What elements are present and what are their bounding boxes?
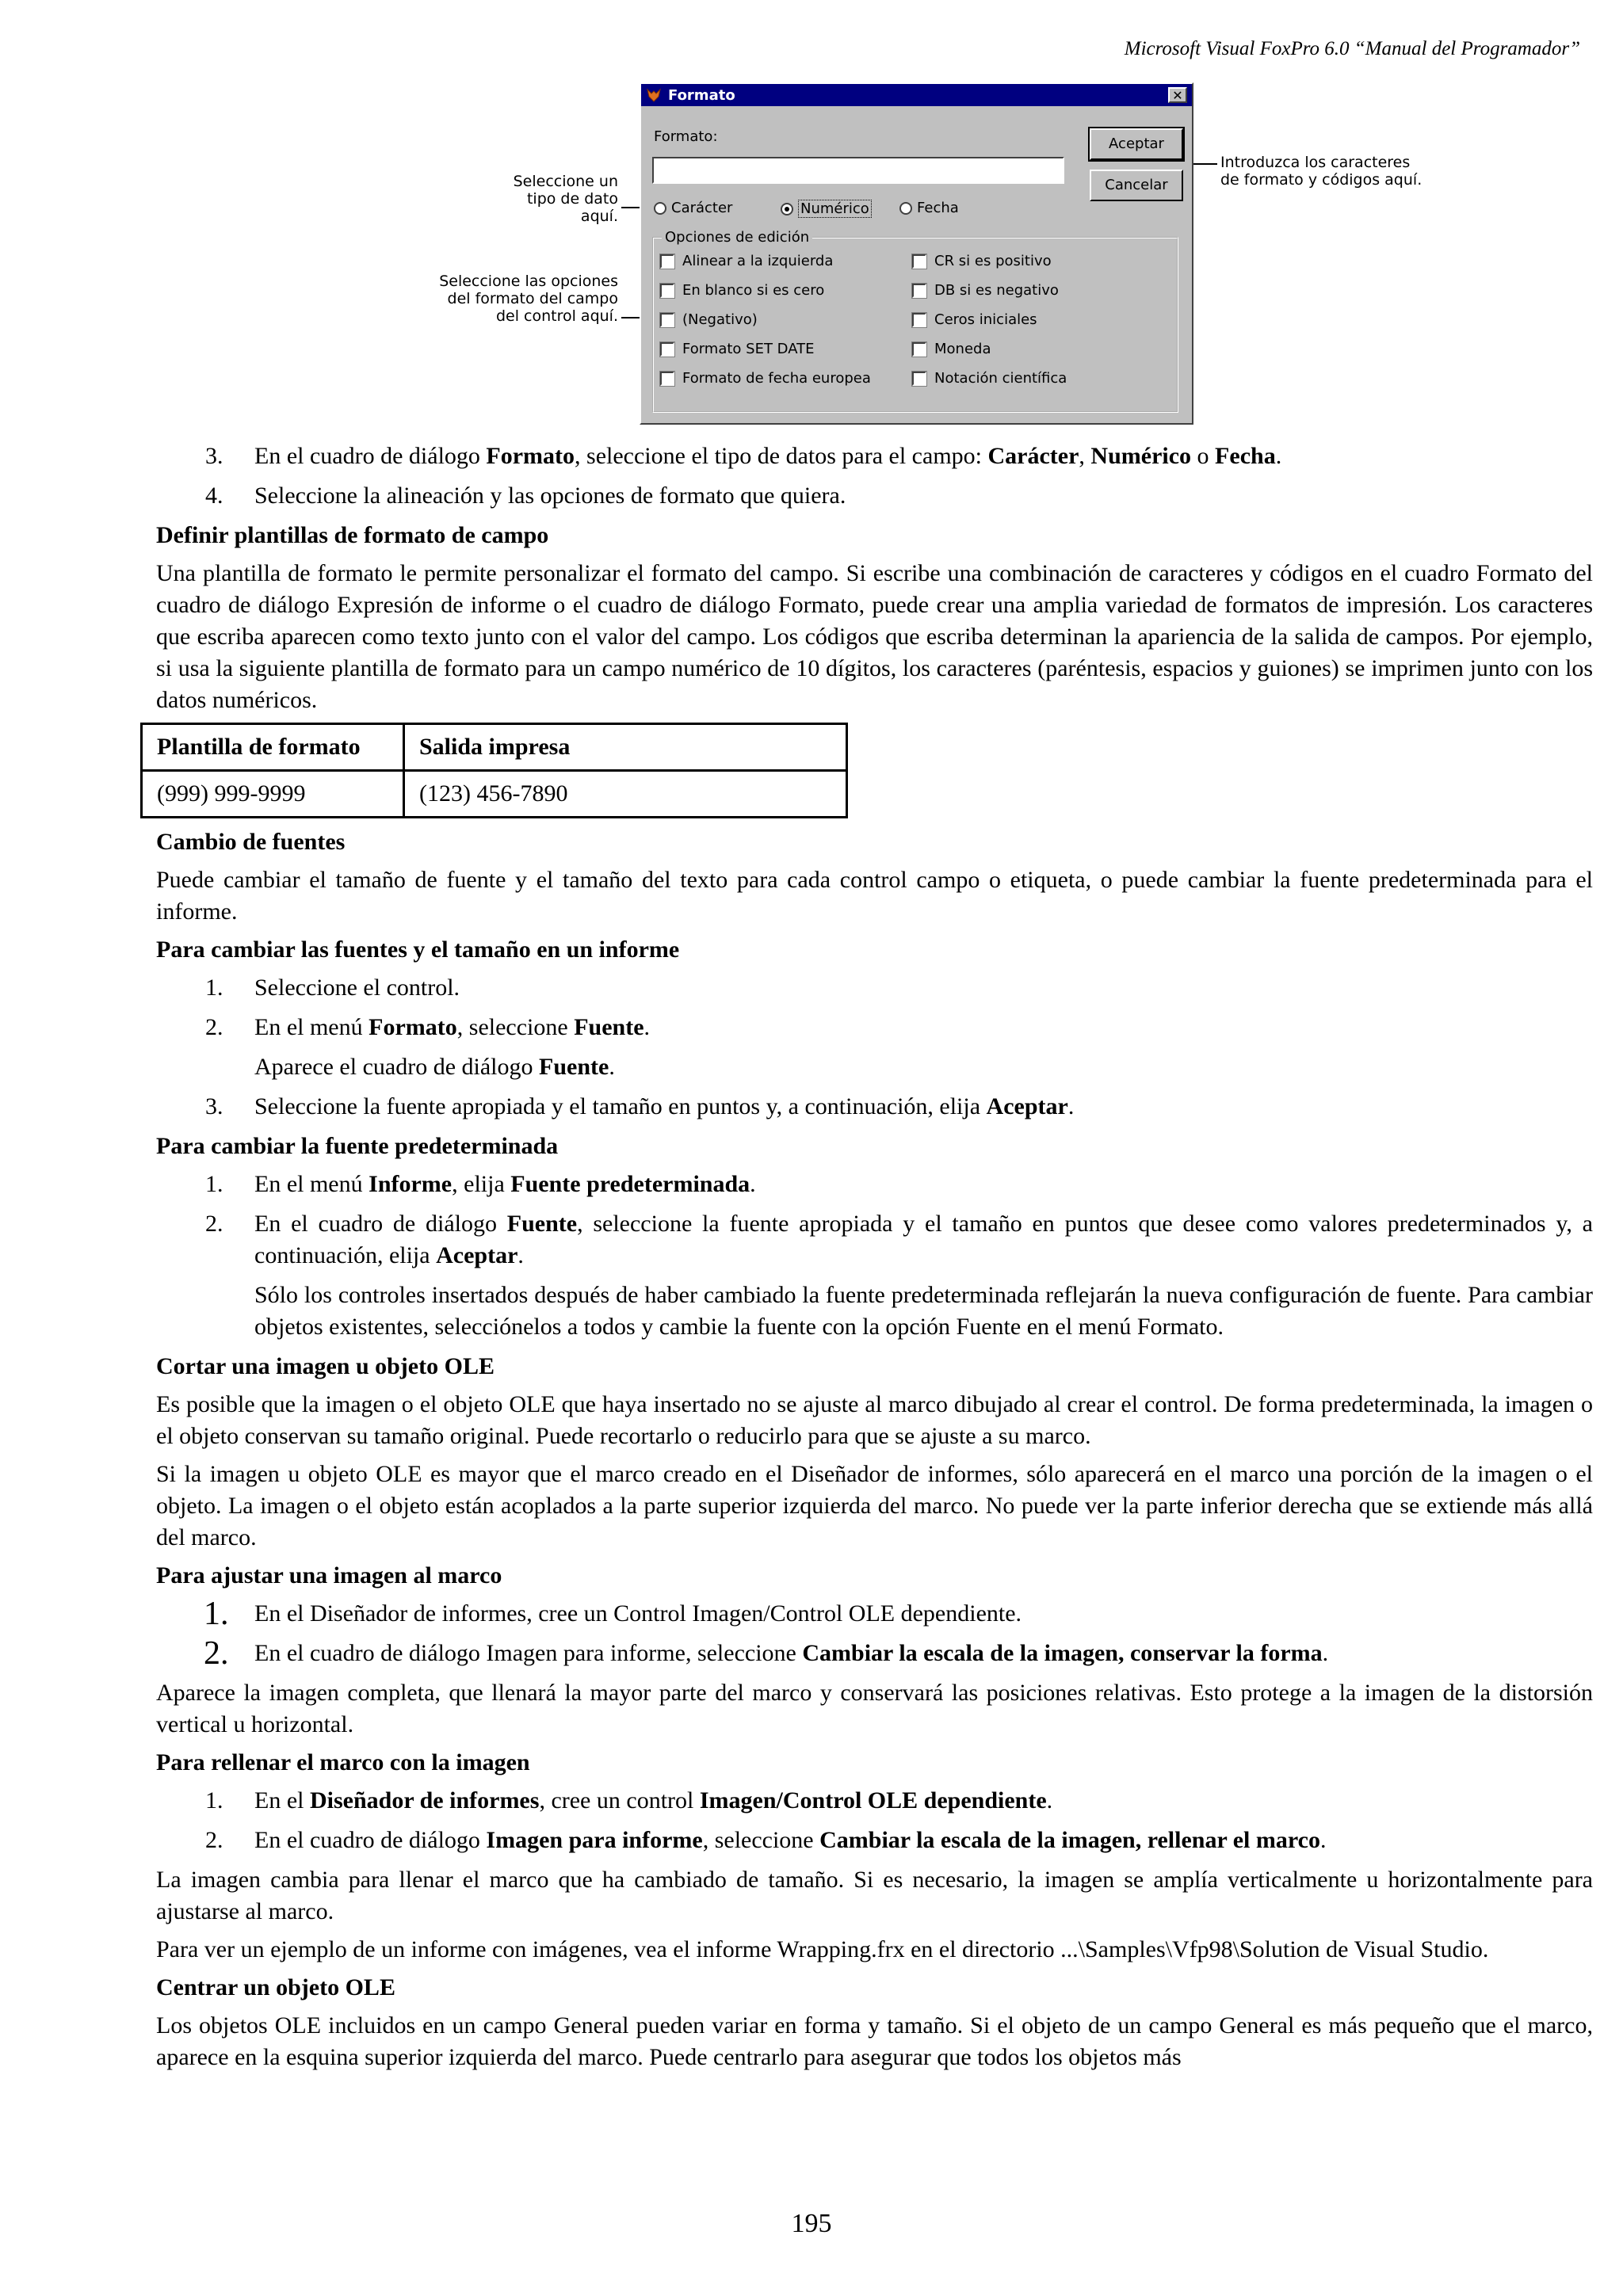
radio-indicator [899,202,912,215]
check-blank-if-zero[interactable]: En blanco si es cero [660,282,824,299]
foxpro-icon [646,87,662,103]
subsection-heading: Para cambiar la fuente predeterminada [156,1133,559,1159]
list-item: 2. En el cuadro de diálogo Imagen para informe, seleccione Cambiar la escala de la imagen, conservar la forma. [204,1635,1329,1672]
format-dialog-figure [0,0,1623,432]
callout-type: Seleccione un tipo de dato aquí. [513,173,618,225]
format-label: Formato: [654,128,718,145]
list-item: 1. Seleccione el control. [205,974,460,1001]
cancel-button[interactable]: Cancelar [1090,170,1183,201]
paragraph: Una plantilla de formato le permite personalizar el formato del campo. Si escribe una combinación de caracteres y códigos en el cuadro Formato del cuadro de diálogo Expresión de informe o el cuadro de diálogo Formato, puede crear una amplia variedad de formatos de impresión. Los caracteres que escriba aparecen como texto junto con el valor del campo. Los códigos que escriba determinan la apariencia de la salida de campos. Por ejemplo, si usa la siguiente plantilla de formato para un campo numérico de 10 dígitos, los caracteres (paréntesis, espacios y guiones) se imprimen junto con los datos numéricos. [156,560,1593,713]
close-button[interactable]: ✕ [1168,87,1187,103]
edit-options-group [652,229,1178,413]
list-item: 3. Seleccione la fuente apropiada y el tamaño en puntos y, a continuación, elija Aceptar. [205,1093,1075,1119]
check-set-date[interactable]: Formato SET DATE [660,341,815,357]
paragraph: La imagen cambia para llenar el marco que ha cambiado de tamaño. Si es necesario, la imagen se amplía verticalmente u horizontalmente para ajustarse al marco. [156,1867,1593,1924]
check-leading-zeros[interactable]: Ceros iniciales [912,311,1037,328]
list-note: Sólo los controles insertados después de haber cambiado la fuente predeterminada reflejarán la nueva configuración de fuente. Para cambiar objetos existentes, selecciónelos a todos y cambie la fuente con la opción Fuente en el menú Formato. [254,1282,1593,1340]
format-template-table [140,723,848,818]
page-number: 195 [791,2209,832,2238]
paragraph: Es posible que la imagen o el objeto OLE que haya insertado no se ajuste al marco dibujado al crear el control. De forma predeterminada, la imagen o el objeto conservan su tamaño original. Puede recortarlo o reducirlo para que se ajuste a su marco. [156,1391,1593,1449]
section-heading: Definir plantillas de formato de campo [156,522,549,548]
radio-character[interactable]: Carácter [654,200,732,216]
radio-indicator [654,202,666,215]
check-align-left[interactable]: Alinear a la izquierda [660,253,833,269]
subsection-heading: Para cambiar las fuentes y el tamaño en un informe [156,936,680,963]
list-item: 2. En el cuadro de diálogo Imagen para informe, seleccione Cambiar la escala de la imagen, rellenar el marco. [205,1827,1327,1853]
list-item: 1. En el menú Informe, elija Fuente predeterminada. [205,1171,756,1197]
list-item: 2. En el menú Formato, seleccione Fuente. [205,1014,651,1040]
paragraph: Aparece la imagen completa, que llenará la mayor parte del marco y conservará las posiciones relativas. Esto protege a la imagen de la distorsión vertical u horizontal. [156,1680,1593,1737]
check-scientific[interactable]: Notación científica [912,370,1067,387]
list-item: 4. Seleccione la alineación y las opciones de formato que quiera. [205,482,846,509]
radio-date[interactable]: Fecha [899,200,959,216]
table-header-row: Plantilla de formato Salida impresa [142,724,847,771]
paragraph: Para ver un ejemplo de un informe con imágenes, vea el informe Wrapping.frx en el directorio ...\Samples\Vfp98\Solution de Visual Studio. [156,1936,1489,1962]
list-item: 3. En el cuadro de diálogo Formato, seleccione el tipo de datos para el campo: Carácter, Numérico o Fecha. [205,443,1282,469]
check-european-date[interactable]: Formato de fecha europea [660,370,871,387]
format-input[interactable] [652,157,1064,184]
paragraph: Los objetos OLE incluidos en un campo General pueden variar en forma y tamaño. Si el objeto de un campo General es más pequeño que el marco, aparece en la esquina superior izquierda del marco. Puede centrarlo para asegurar que todos los objetos más [156,2012,1593,2070]
format-dialog [640,82,1193,425]
paragraph: Si la imagen u objeto OLE es mayor que el marco creado en el Diseñador de informes, sólo aparecerá en el marco una porción de la imagen o el objeto. La imagen o el objeto están acoplados a la parte superior izquierda del marco. No puede ver la parte inferior derecha que se extiende más allá del marco. [156,1461,1593,1550]
subsection-heading: Para rellenar el marco con la imagen [156,1749,530,1775]
callout-format: Introduzca los caracteres de formato y códigos aquí. [1220,154,1423,189]
radio-numeric[interactable]: Numérico [781,200,872,218]
running-header: Microsoft Visual FoxPro 6.0 “Manual del Programador” [1124,38,1580,59]
ok-button[interactable]: Aceptar [1090,128,1183,160]
check-db-negative[interactable]: DB si es negativo [912,282,1059,299]
group-legend: Opciones de edición [662,229,812,246]
section-heading: Centrar un objeto OLE [156,1974,395,2000]
callout-options: Seleccione las opciones del formato del campo del control aquí. [439,273,618,325]
page-body [156,441,1593,2080]
list-item: 1. En el Diseñador de informes, cree un Control Imagen/Control OLE dependiente. [204,1596,1022,1632]
dialog-title: Formato [668,86,735,104]
list-item: 2. En el cuadro de diálogo Fuente, seleccione la fuente apropiada y el tamaño en puntos que desee como valores predeterminados y, a continuación, elija Aceptar. [205,1211,1593,1268]
check-cr-positive[interactable]: CR si es positivo [912,253,1052,269]
radio-indicator-selected [781,203,793,215]
dialog-titlebar [641,84,1192,106]
table-row: (999) 999-9999 (123) 456-7890 [142,771,847,818]
list-item: 1. En el Diseñador de informes, cree un control Imagen/Control OLE dependiente. [205,1787,1053,1814]
section-heading: Cortar una imagen u objeto OLE [156,1353,495,1379]
check-currency[interactable]: Moneda [912,341,991,357]
list-note: Aparece el cuadro de diálogo Fuente. [254,1054,615,1080]
paragraph: Puede cambiar el tamaño de fuente y el tamaño del texto para cada control campo o etiqueta, o puede cambiar la fuente predeterminada para el informe. [156,867,1593,925]
check-negative[interactable]: (Negativo) [660,311,758,328]
section-heading: Cambio de fuentes [156,829,346,855]
subsection-heading: Para ajustar una imagen al marco [156,1562,502,1589]
